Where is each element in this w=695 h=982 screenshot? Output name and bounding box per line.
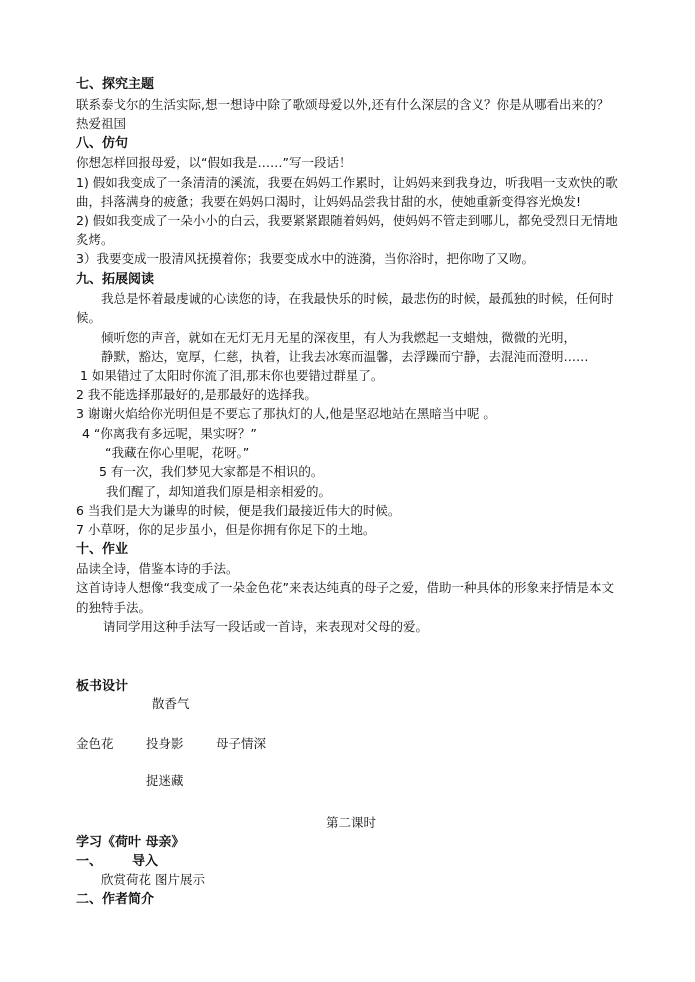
reading-line: 2 我不能选择那最好的,是那最好的选择我。 xyxy=(76,387,317,402)
lesson-title: 第二课时 xyxy=(326,815,377,830)
section-8-line: 1) 假如我变成了一条清清的溪流，我要在妈妈工作累时，让妈妈来到我身边，听我唱一支欢快的歌 xyxy=(76,175,618,190)
homework-line: 品读全诗，借鉴本诗的手法。 xyxy=(76,561,239,576)
reading-line: 1 如果错过了太阳时你流了泪,那末你也要错过群星了。 xyxy=(80,368,384,383)
reading-line: 我们醒了，却知道我们原是相亲相爱的。 xyxy=(106,484,332,499)
reading-line: 6 当我们是大为谦卑的时候，便是我们最接近伟大的时候。 xyxy=(76,503,401,518)
reading-line: 静默，豁达，宽厚，仁慈，执着，让我去冰寒而温馨，去浮躁而宁静，去混沌而澄明…… xyxy=(101,349,589,364)
part-1-content: 欣赏荷花 图片展示 xyxy=(101,872,205,887)
reading-line: 我总是怀着最虔诚的心读您的诗，在我最快乐的时候，最悲伤的时候，最孤独的时候，任何时 xyxy=(101,291,614,306)
board-right: 母子情深 xyxy=(216,736,267,751)
lesson-heading: 学习《荷叶 母亲》 xyxy=(76,835,185,850)
reading-line: 3 谢谢火焰给你光明但是不要忘了那执灯的人,他是坚忍地站在黑暗当中呢 。 xyxy=(76,406,496,421)
homework-line: 的独特手法。 xyxy=(76,600,152,615)
homework-line: 请同学用这种手法写一段话或一首诗，来表现对父母的爱。 xyxy=(103,619,429,634)
board-bottom: 捉迷藏 xyxy=(146,773,184,788)
section-heading-9: 九、拓展阅读 xyxy=(76,272,155,287)
part-1-label: 导入 xyxy=(132,854,159,869)
reading-line: 5 有一次，我们梦见大家都是不相识的。 xyxy=(99,464,324,479)
reading-line: 7 小草呀，你的足步虽小，但是你拥有你足下的土地。 xyxy=(76,522,376,537)
section-8-line: 曲，抖落满身的疲惫；我要在妈妈口渴时，让妈妈品尝我甘甜的水，使她重新变得容光焕发! xyxy=(76,194,582,209)
section-8-prompt: 你想怎样回报母爱，以“假如我是……”写一段话！ xyxy=(76,155,352,170)
board-left: 金色花 xyxy=(76,736,114,751)
section-7-answer: 热爱祖国 xyxy=(76,116,127,131)
section-7-question: 联系泰戈尔的生活实际,想一想诗中除了歌颂母爱以外,还有什么深层的含义？你是从哪看出来的？ xyxy=(76,97,609,112)
board-heading: 板书设计 xyxy=(76,679,129,694)
reading-line: “我藏在你心里呢，花呀。” xyxy=(105,445,250,460)
part-1-number: 一、 xyxy=(76,854,103,869)
board-top: 散香气 xyxy=(152,696,190,711)
board-middle: 投身影 xyxy=(146,736,184,751)
section-heading-10: 十、作业 xyxy=(76,542,129,557)
section-heading-8: 八、仿句 xyxy=(76,136,129,151)
part-2-heading: 二、作者简介 xyxy=(76,892,155,907)
section-8-line: 3）我要变成一股清风抚摸着你；我要变成水中的涟漪，当你浴时，把你吻了又吻。 xyxy=(76,251,534,266)
reading-line: 倾听您的声音，就如在无灯无月无星的深夜里，有人为我燃起一支蜡烛，微微的光明， xyxy=(101,330,577,345)
homework-line: 这首诗诗人想像“我变成了一朵金色花”来表达纯真的母子之爱，借助一种具体的形象来抒情是本文 xyxy=(76,580,614,595)
section-heading-7: 七、探究主题 xyxy=(76,77,155,92)
section-8-line: 炙烤。 xyxy=(76,232,114,247)
reading-line: 4 “你离我有多远呢，果实呀？” xyxy=(82,426,257,441)
section-8-line: 2) 假如我变成了一朵小小的白云，我要紧紧跟随着妈妈，使妈妈不管走到哪儿，都免受烈日无情地 xyxy=(76,213,618,228)
reading-line: 候。 xyxy=(76,310,102,325)
